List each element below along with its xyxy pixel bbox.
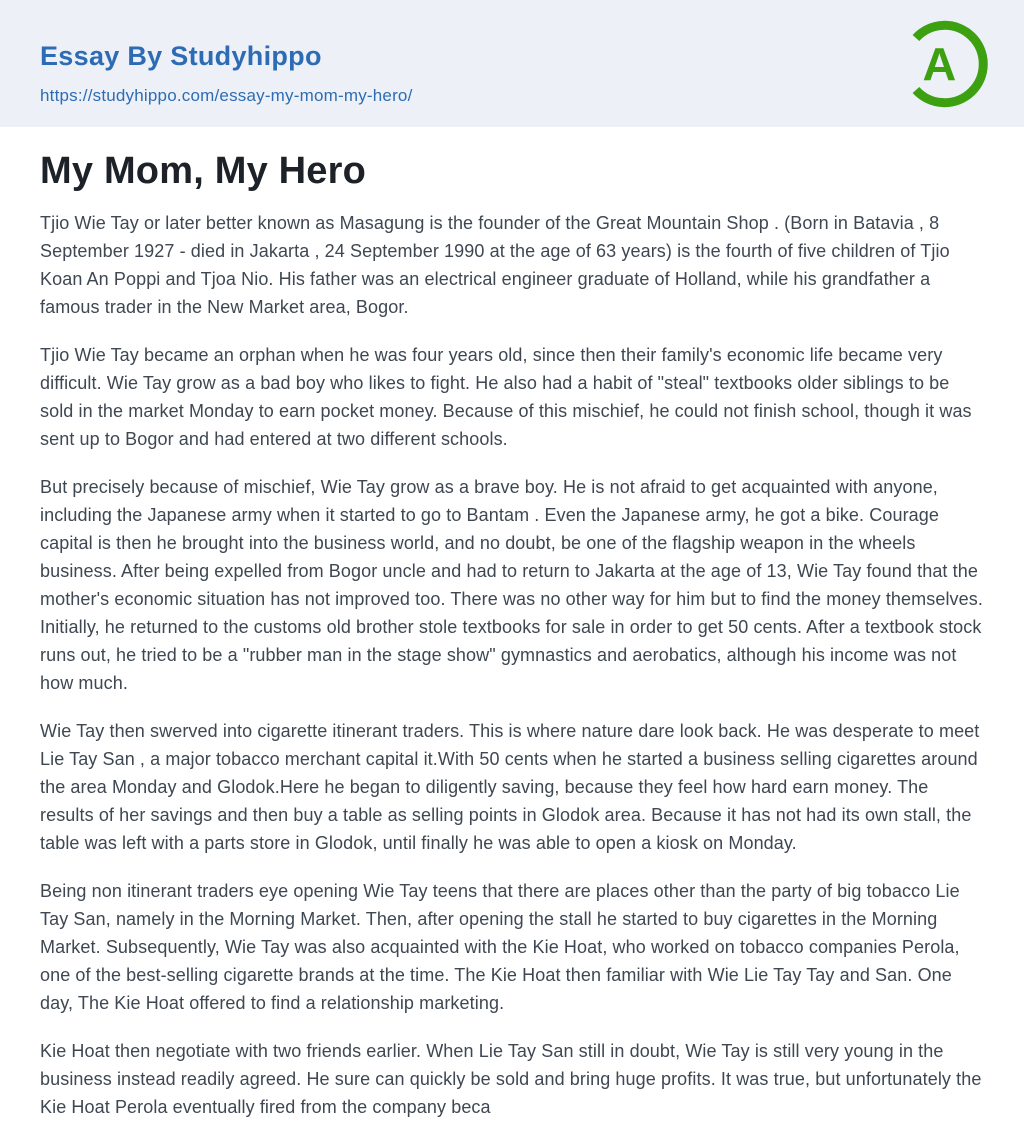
essay-paragraph: But precisely because of mischief, Wie Tay grow as a brave boy. He is not afraid to get acquainted with anyone, including the Japanese army when it started to go to Bantam . Even the Japanese army, he got a bike. Courage capital is then he brought into the business world, and no doubt, be one of the flagship weapon in the wheels business. After being expelled from Bogor uncle and had to return to Jakarta at the age of 13, Wie Tay found that the mother's economic situation has not improved too. There was no other way for him but to find the money themselves. Initially, he returned to the customs old brother stole textbooks for sale in order to get 50 cents. After a textbook stock runs out, he tried to be a "rubber man in the stage show" gymnastics and aerobatics, although his income was not how much. — [40, 477, 983, 693]
logo-letter: A — [922, 38, 957, 91]
page-header — [0, 0, 1024, 127]
essay-paragraph: Being non itinerant traders eye opening Wie Tay teens that there are places other than the party of big tobacco Lie Tay San, namely in the Morning Market. Then, after opening the stall he started to buy cigarettes in the Morning Market. Subsequently, Wie Tay was also acquainted with the Kie Hoat, who worked on tobacco companies Perola, one of the best-selling cigarette brands at the time. The Kie Hoat then familiar with Wie Lie Tay Tay and San. One day, The Kie Hoat offered to find a relationship marketing. — [40, 881, 960, 1013]
logo-arc-icon — [898, 19, 988, 109]
essay-paragraph: Tjio Wie Tay became an orphan when he was four years old, since then their family's economic life became very difficult. Wie Tay grow as a bad boy who likes to fight. He also had a habit of "steal" textbooks older siblings to be sold in the market Monday to earn pocket money. Because of this mischief, he could not finish school, though it was sent up to Bogor and had entered at two different schools. — [40, 345, 972, 449]
essay-title: My Mom, My Hero — [40, 150, 367, 192]
site-title: Essay By Studyhippo — [40, 41, 322, 71]
essay-body — [40, 209, 984, 1121]
essay-paragraph: Tjio Wie Tay or later better known as Masagung is the founder of the Great Mountain Shop . (Born in Batavia , 8 September 1927 - died in Jakarta , 24 September 1990 at the age of 63 years) is the fourth of five children of Tjio Koan An Poppi and Tjoa Nio. His father was an electrical engineer graduate of Holland, while his grandfather a famous trader in the New Market area, Bogor. — [40, 213, 950, 317]
studyhippo-logo-icon — [898, 19, 988, 109]
source-url-link[interactable]: https://studyhippo.com/essay-my-mom-my-hero/ — [40, 85, 413, 105]
essay-paragraph: Kie Hoat then negotiate with two friends earlier. When Lie Tay San still in doubt, Wie Tay is still very young in the business instead readily agreed. He sure can quickly be sold and bring huge profits. It was true, but unfortunately the Kie Hoat Perola eventually fired from the company beca — [40, 1041, 982, 1117]
essay-content — [0, 127, 1024, 1121]
essay-paragraph: Wie Tay then swerved into cigarette itinerant traders. This is where nature dare look back. He was desperate to meet Lie Tay San , a major tobacco merchant capital it.With 50 cents when he started a business selling cigarettes around the area Monday and Glodok.Here he began to diligently saving, because they feel how hard earn money. The results of her savings and then buy a table as selling points in Glodok area. Because it has not had its own stall, the table was left with a parts store in Glodok, until finally he was able to open a kiosk on Monday. — [40, 721, 980, 853]
